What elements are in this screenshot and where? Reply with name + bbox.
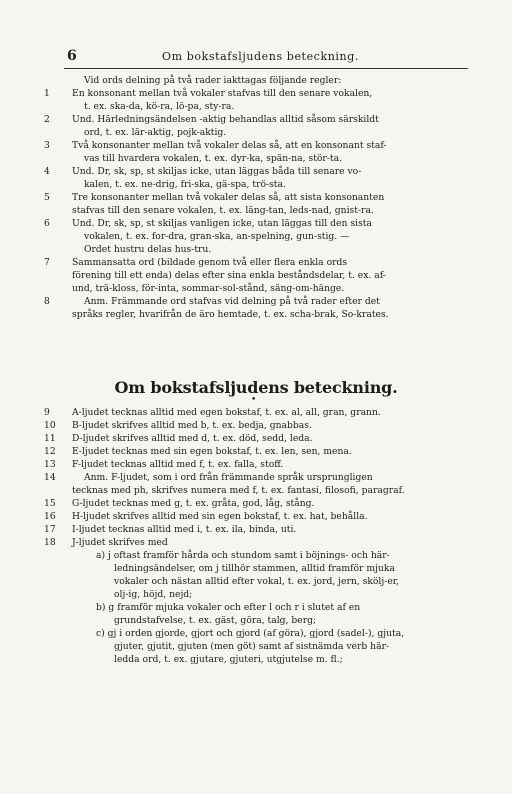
line-text: a) j oftast framför hårda och stundom samt i böjnings- och här- xyxy=(96,550,390,561)
line-text: D-ljudet skrifves alltid med d, t. ex. död, sedd, leda. xyxy=(72,433,313,444)
line-number: 3 xyxy=(44,140,50,151)
line-text: A-ljudet tecknas alltid med egen bokstaf, t. ex. al, all, gran, grann. xyxy=(72,407,381,418)
line-text: Tre konsonanter mellan två vokaler delas så, att sista konsonanten xyxy=(72,192,385,203)
decorative-dot: • xyxy=(251,395,257,405)
line-text: c) gj i orden gjorde, gjort och gjord (af göra), gjord (sadel-), gjuta, xyxy=(96,628,405,639)
line-number: 9 xyxy=(44,407,50,418)
line-number: 18 xyxy=(44,537,56,548)
line-text: Anm. Främmande ord stafvas vid delning på två rader efter det xyxy=(84,296,380,307)
line-number: 11 xyxy=(44,433,56,444)
line-text: ord, t. ex. lär-aktig, pojk-aktig. xyxy=(84,127,227,138)
line-number: 8 xyxy=(44,296,50,307)
line-number: 4 xyxy=(44,166,50,177)
line-text: ledningsändelser, om j tillhör stammen, alltid framför mjuka xyxy=(114,563,395,574)
line-text: Und. Dr, sk, sp, st skiljas icke, utan läggas båda till senare vo- xyxy=(72,166,362,177)
line-text: Vid ords delning på två rader iakttagas följande regler: xyxy=(84,75,342,86)
line-text: E-ljudet tecknas med sin egen bokstaf, t. ex. len, sen, mena. xyxy=(72,446,352,457)
line-text: t. ex. ska-da, kö-ra, lö-pa, sty-ra. xyxy=(84,101,235,112)
line-text: G-ljudet tecknas med g, t. ex. gråta, god, låg, stång. xyxy=(72,498,315,509)
line-number: 14 xyxy=(44,472,56,483)
line-number: 6 xyxy=(44,218,50,229)
line-text: vas till hvardera vokalen, t. ex. dyr-ka, spän-na, stör-ta. xyxy=(84,153,343,164)
line-text: ledda ord, t. ex. gjutare, gjuteri, utgjutelse m. fl.; xyxy=(114,654,343,665)
line-text: Sammansatta ord (bildade genom två eller flera enkla ords xyxy=(72,257,348,268)
line-text: Två konsonanter mellan två vokaler delas så, att en konsonant staf- xyxy=(72,140,387,151)
line-number: 7 xyxy=(44,257,50,268)
line-text: J-ljudet skrifves med xyxy=(72,537,168,548)
line-text: språks regler, hvarifrån de äro hemtade, t. ex. scha-brak, So-krates. xyxy=(72,309,389,320)
line-number: 2 xyxy=(44,114,50,125)
line-text: vokaler och nästan alltid efter vokal, t. ex. jord, jern, skölj-er, xyxy=(114,576,400,587)
line-text: kalen, t. ex. ne-drig, fri-ska, gä-spa, trö-sta. xyxy=(84,179,286,190)
line-text: förening till ett enda) delas efter sina enkla beståndsdelar, t. ex. af- xyxy=(72,270,386,281)
line-text: und, trä-kloss, för-inta, sommar-sol-stånd, säng-om-hänge. xyxy=(72,283,345,294)
line-text: vokalen, t. ex. for-dra, gran-ska, an-spelning, gun-stig. — xyxy=(84,231,350,242)
line-number: 5 xyxy=(44,192,50,203)
line-number: 17 xyxy=(44,524,56,535)
line-number: 10 xyxy=(44,420,56,431)
header-rule xyxy=(64,68,468,69)
line-number: 1 xyxy=(44,88,50,99)
line-text: En konsonant mellan två vokaler stafvas till den senare vokalen, xyxy=(72,88,373,99)
line-text: H-ljudet skrifves alltid med sin egen bokstaf, t. ex. hat, behålla. xyxy=(72,511,368,522)
line-text: Anm. F-ljudet, som i ord från främmande språk ursprungligen xyxy=(84,472,373,483)
line-text: F-ljudet tecknas alltid med f, t. ex. falla, stoff. xyxy=(72,459,284,470)
line-text: olj-ig, höjd, nejd; xyxy=(114,589,193,600)
line-text: Ordet hustru delas hus-tru. xyxy=(84,244,212,255)
page-number: 6 xyxy=(67,48,77,64)
section-title: Om bokstafsljudens beteckning. xyxy=(114,378,398,397)
line-text: Und. Dr, sk, sp, st skiljas vanligen icke, utan läggas till den sista xyxy=(72,218,372,229)
line-text: B-ljudet skrifves alltid med b, t. ex. bedja, gnabbas. xyxy=(72,420,312,431)
line-text: stafvas till den senare vokalen, t. ex. läng-tan, leds-nad, gnist-ra. xyxy=(72,205,374,216)
line-text: b) g framför mjuka vokaler och efter l och r i slutet af en xyxy=(96,602,361,613)
line-number: 15 xyxy=(44,498,56,509)
line-number: 12 xyxy=(44,446,56,457)
line-text: tecknas med ph, skrifves numera med f, t. ex. fantasi, filosofi, paragraf. xyxy=(72,485,405,496)
line-text: Und. Härledningsändelsen -aktig behandlas alltid såsom särskildt xyxy=(72,114,379,125)
line-text: I-ljudet tecknas alltid med i, t. ex. ila, binda, uti. xyxy=(72,524,297,535)
line-number: 13 xyxy=(44,459,56,470)
line-text: gjuter, gjutit, gjuten (men göt) samt af sistnämda verb här- xyxy=(114,641,390,652)
line-text: grundstafvelse, t. ex. gäst, göra, talg, berg; xyxy=(114,615,317,626)
running-title: Om bokstafsljudens beteckning. xyxy=(162,50,359,63)
line-number: 16 xyxy=(44,511,56,522)
